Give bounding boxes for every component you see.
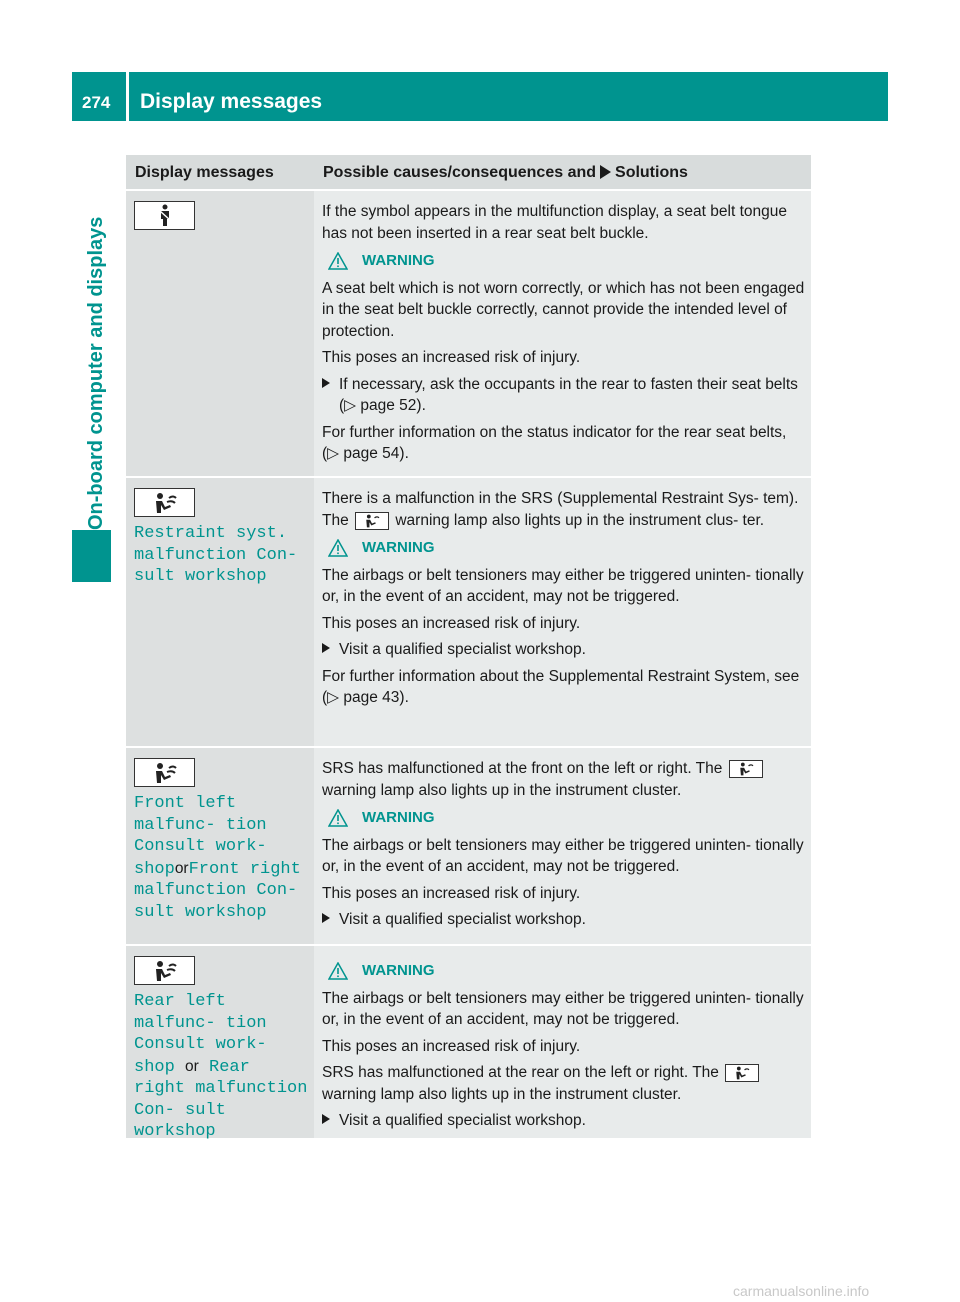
warning-heading: WARNING (328, 807, 805, 829)
header-divider (126, 72, 129, 121)
step-arrow-icon (322, 913, 330, 923)
table-row (126, 944, 811, 1141)
display-message-text: Rear left malfunc‐ tion Consult work‐ shop or Rear right malfunction Con‐ sult workshop (134, 992, 308, 1141)
step-arrow-icon (322, 1114, 330, 1124)
side-section-text: On-board computer and displays (85, 216, 107, 530)
table-row (126, 746, 811, 944)
arrow-right-icon (600, 165, 611, 179)
side-section-label (85, 160, 117, 530)
airbag-icon (134, 488, 195, 517)
message-cell (126, 946, 314, 1141)
warning-heading: WARNING (328, 250, 805, 272)
warning-triangle-icon (328, 252, 348, 270)
airbag-icon (134, 758, 195, 787)
table-row (126, 476, 811, 746)
airbag-icon (729, 760, 763, 778)
table-row (126, 189, 811, 476)
step-arrow-icon (322, 643, 330, 653)
table-header (126, 155, 811, 189)
solution-cell: WARNING The airbags or belt tensioners may either be triggered uninten- tionally or, in the event of an accident, may not be triggered. This poses an increased risk of injury. SRS has malfunctioned at the rear on the left or right. The warning lamp also lights up in the instrument cluster. Visit a qualified specialist workshop. (314, 946, 811, 1138)
display-message-text: Restraint syst. malfunction Con‐ sult workshop (134, 524, 298, 586)
side-tab-marker (72, 530, 111, 582)
message-cell (126, 478, 314, 746)
solution-cell: There is a malfunction in the SRS (Supplemental Restraint Sys- tem). The warning lamp also lights up in the instrument clus- ter. WARNING The airbags or belt tensioners may either be triggered uninten- tionally or, in the event of an accident, may not be triggered. This poses an increased risk of injury. Visit a qualified specialist workshop. For further information about the Supplemental Restraint System, see (▷ page 43). (314, 478, 811, 746)
warning-heading: WARNING (328, 960, 805, 982)
message-cell (126, 191, 314, 476)
warning-triangle-icon (328, 809, 348, 827)
warning-triangle-icon (328, 539, 348, 557)
solution-cell: SRS has malfunctioned at the front on the left or right. The warning lamp also lights up in the instrument cluster. WARNING The airbags or belt tensioners may either be triggered uninten- tionally or, in the event of an accident, may not be triggered. This poses an increased risk of injury. Visit a qualified specialist workshop. (314, 748, 811, 944)
airbag-icon (725, 1064, 759, 1082)
airbag-icon (134, 956, 195, 985)
step-item: Visit a qualified specialist workshop. (322, 639, 805, 661)
step-arrow-icon (322, 378, 330, 388)
airbag-icon (355, 512, 389, 530)
solution-cell: If the symbol appears in the multifunction display, a seat belt tongue has not been inserted in a rear seat belt buckle. WARNING A seat belt which is not worn correctly, or which has not been engaged in the seat belt buckle correctly, cannot provide the intended level of protection. This poses an increased risk of injury. If necessary, ask the occupants in the rear to fasten their seat belts (▷ page 52). For further information on the status indicator for the rear seat belts, (▷ page 54). (314, 191, 811, 476)
watermark-url: carmanualsonline.info (733, 1283, 870, 1299)
display-message-text: Front left malfunc‐ tion Consult work‐ shoporFront right malfunction Con‐ sult workshop (134, 794, 301, 922)
seat-belt-rear-icon (134, 201, 195, 230)
step-item: Visit a qualified specialist workshop. (322, 909, 805, 931)
step-item: If necessary, ask the occupants in the rear to fasten their seat belts (▷ page 52). (322, 374, 805, 417)
message-cell (126, 748, 314, 944)
step-item: Visit a qualified specialist workshop. (322, 1110, 805, 1132)
warning-triangle-icon (328, 962, 348, 980)
column-header-messages: Display messages (135, 164, 274, 181)
display-messages-table (126, 155, 811, 1141)
column-header-solutions: Possible causes/consequences and Solutions (323, 164, 688, 181)
warning-heading: WARNING (328, 537, 805, 559)
page-title: Display messages (140, 90, 323, 113)
page-number: 274 (82, 93, 111, 112)
